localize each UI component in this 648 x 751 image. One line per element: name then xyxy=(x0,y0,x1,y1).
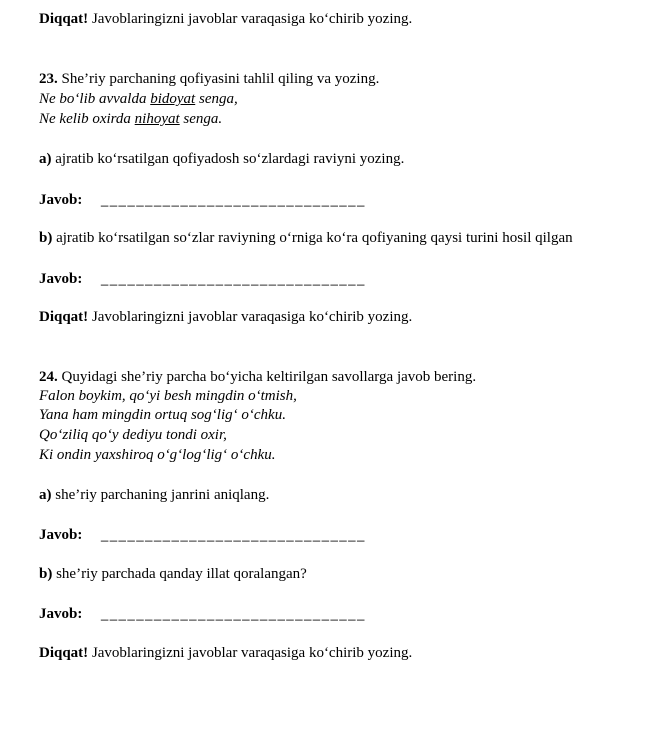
part-label: b) xyxy=(39,566,53,582)
verse-text: Ne kelib oxirda xyxy=(39,111,135,127)
question-23-text: She’riy parchaning qofiyasini tahlil qiling va yozing. xyxy=(57,71,380,87)
highlighted-rhyme-word: nihoyat xyxy=(134,111,180,127)
part-text: ajratib ko‘rsatilgan qofiyadosh so‘zlardagi raviyni yozing. xyxy=(51,151,405,167)
notice-label: Diqqat! xyxy=(39,11,89,27)
question-24-part-b-answer[interactable] xyxy=(39,604,366,624)
answer-label: Javob: xyxy=(39,271,83,287)
notice-text: Javoblaringizni javoblar varaqasiga ko‘chirib yozing. xyxy=(88,645,413,661)
question-23-verse-line-1 xyxy=(39,90,238,109)
question-24-verse-line-1: Falon boykim, qo‘yi besh mingdin o‘tmish, xyxy=(39,388,297,404)
question-24-verse-line-2: Yana ham mingdin ortuq sog‘lig‘ o‘chku. xyxy=(39,407,286,423)
notice-label: Diqqat! xyxy=(39,309,89,325)
part-label: a) xyxy=(39,487,52,503)
question-23-verse-line-2 xyxy=(39,110,222,129)
answer-label: Javob: xyxy=(39,606,83,622)
part-text: she’riy parchada qanday illat qoralangan? xyxy=(52,566,307,582)
verse-text: senga. xyxy=(179,111,223,127)
notice-middle xyxy=(39,308,412,327)
question-24-part-a-answer[interactable] xyxy=(39,525,366,545)
part-text: ajratib ko‘rsatilgan so‘zlar raviyning o‘rniga ko‘ra qofiyaning qaysi turini hosil qilgan xyxy=(52,230,573,246)
answer-blank-line[interactable]: ______________________________ xyxy=(101,192,366,207)
question-24-number: 24. xyxy=(39,369,58,385)
question-23-part-a xyxy=(39,150,404,169)
answer-blank-line[interactable]: ______________________________ xyxy=(101,527,366,542)
verse-text: Ne bo‘lib avvalda xyxy=(39,91,151,107)
answer-label: Javob: xyxy=(39,527,83,543)
notice-text: Javoblaringizni javoblar varaqasiga ko‘chirib yozing. xyxy=(88,11,413,27)
question-24-prompt xyxy=(39,368,476,387)
part-text: she’riy parchaning janrini aniqlang. xyxy=(51,487,270,503)
verse-text: senga, xyxy=(195,91,238,107)
question-23-prompt xyxy=(39,70,379,89)
highlighted-rhyme-word: bidoyat xyxy=(150,91,196,107)
question-23-number: 23. xyxy=(39,71,58,87)
question-24-part-b xyxy=(39,565,307,584)
notice-top xyxy=(39,10,412,29)
part-label: a) xyxy=(39,151,52,167)
answer-label: Javob: xyxy=(39,192,83,208)
notice-bottom xyxy=(39,644,412,663)
answer-blank-line[interactable]: ______________________________ xyxy=(101,271,366,286)
part-label: b) xyxy=(39,230,53,246)
notice-label: Diqqat! xyxy=(39,645,89,661)
notice-text: Javoblaringizni javoblar varaqasiga ko‘chirib yozing. xyxy=(88,309,413,325)
question-24-text: Quyidagi she’riy parcha bo‘yicha keltirilgan savollarga javob bering. xyxy=(57,369,477,385)
question-24-verse-line-3: Qo‘ziliq qo‘y dediyu tondi oxir, xyxy=(39,427,227,443)
question-24-verse-line-4: Ki ondin yaxshiroq o‘g‘log‘lig‘ o‘chku. xyxy=(39,447,276,463)
question-24-part-a xyxy=(39,486,269,505)
question-23-part-a-answer[interactable] xyxy=(39,190,366,210)
question-23-part-b xyxy=(39,229,648,248)
answer-blank-line[interactable]: ______________________________ xyxy=(101,606,366,621)
question-23-part-b-answer[interactable] xyxy=(39,269,366,289)
